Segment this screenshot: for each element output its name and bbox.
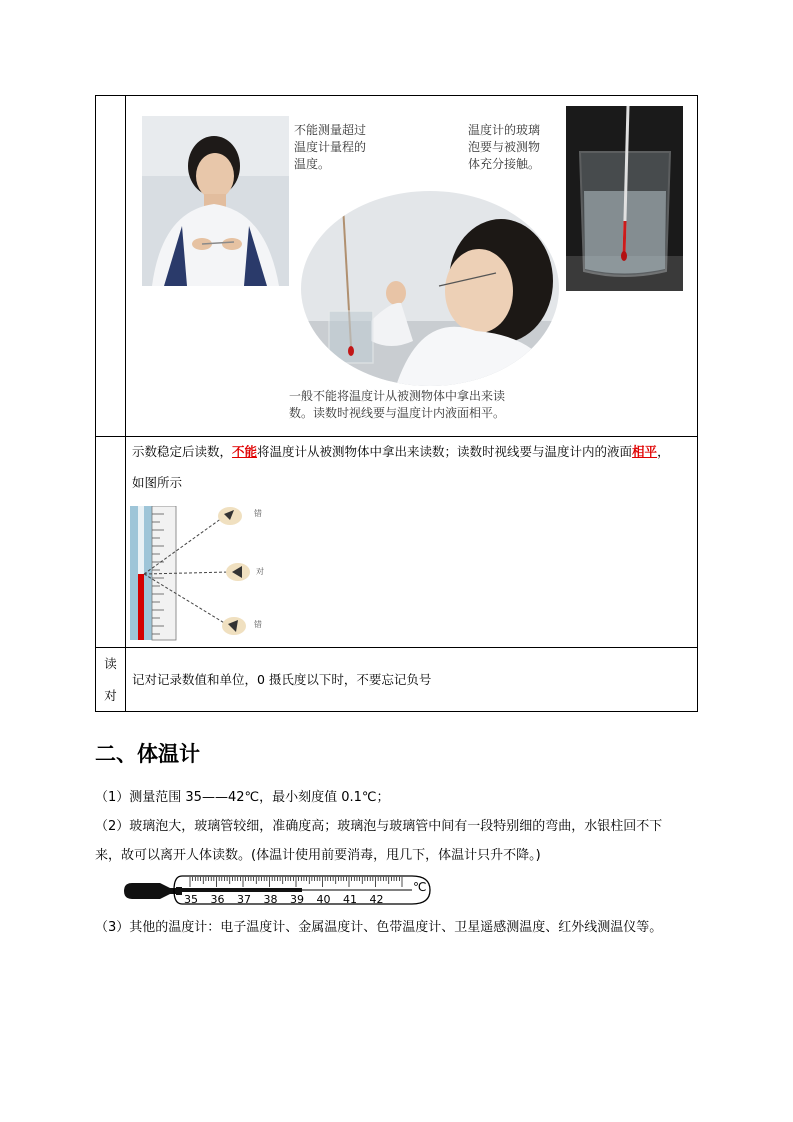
- item-2-line-2: 来，故可以离开人体读数。(体温计使用前要消毒，甩几下，体温计只升不降。): [95, 848, 541, 863]
- caption-contact: [468, 122, 540, 173]
- thermometer-scale-label: 41: [343, 893, 357, 906]
- section-title: 二、体温计: [95, 741, 200, 766]
- thermometer-scale-label: 39: [290, 893, 304, 906]
- item-2-line-1: （2）玻璃泡大，玻璃管较细，准确度高；玻璃泡与玻璃管中间有一段特别细的弯曲，水银柱回不下: [95, 819, 663, 834]
- label-wrong-top: 错: [254, 509, 262, 518]
- thermometer-scale-label: 37: [237, 893, 251, 906]
- text-segment: ，: [657, 444, 670, 459]
- reading-angle-diagram: [130, 506, 270, 641]
- caption-line: 一般不能将温度计从被测物体中拿出来读: [289, 389, 506, 403]
- procedure-table: [95, 95, 698, 712]
- caption-line: 数。读数时视线要与温度计内液面相平。: [289, 406, 506, 420]
- row-label-correct: 对: [104, 688, 117, 703]
- student-photo-left: [142, 116, 289, 286]
- caption-line: 温度。: [294, 157, 331, 171]
- caption-range: [294, 122, 366, 173]
- row-label-read: 读: [104, 656, 117, 671]
- row-divider-1: [96, 436, 697, 437]
- illustration-panel: [126, 96, 698, 436]
- highlight-cannot: 不能: [232, 444, 258, 459]
- clinical-thermometer: [122, 870, 434, 910]
- beaker-photo: [566, 106, 683, 291]
- reading-instruction-line2: 如图所示: [132, 475, 183, 490]
- caption-line: 温度计量程的: [294, 140, 367, 154]
- thermometer-scale-label: 38: [263, 893, 278, 906]
- text-segment: 示数稳定后读数，: [132, 444, 233, 459]
- thermometer-unit: ℃: [413, 880, 427, 894]
- thermometer-scale-label: 36: [210, 893, 225, 906]
- student-photo-center: [301, 191, 559, 386]
- caption-line: 温度计的玻璃: [468, 123, 541, 137]
- label-wrong-bottom: 错: [254, 620, 262, 629]
- caption-line: 泡要与被测物: [468, 140, 541, 154]
- thermometer-scale-label: 42: [369, 893, 384, 906]
- item-3: （3）其他的温度计：电子温度计、金属温度计、色带温度计、卫星遥感测温度、红外线测温仪等。: [95, 920, 663, 935]
- text-segment: 将温度计从被测物体中拿出来读数；读数时视线要与温度计内的液面: [257, 444, 633, 459]
- caption-line: 不能测量超过: [294, 123, 367, 137]
- thermometer-scale-label: 35: [184, 893, 198, 906]
- record-instruction: 记对记录数值和单位，0 摄氏度以下时，不要忘记负号: [132, 672, 432, 687]
- highlight-level: 相平: [632, 444, 658, 459]
- caption-reading: [289, 388, 505, 422]
- thermometer-drawing: [122, 870, 434, 910]
- thermometer-scale-label: 40: [316, 893, 331, 906]
- item-1: （1）测量范围 35——42℃，最小刻度值 0.1℃；: [95, 790, 390, 805]
- caption-line: 体充分接触。: [468, 157, 541, 171]
- label-correct: 对: [256, 567, 264, 576]
- row-divider-2: [96, 647, 697, 648]
- reading-instruction-line1: [132, 442, 670, 462]
